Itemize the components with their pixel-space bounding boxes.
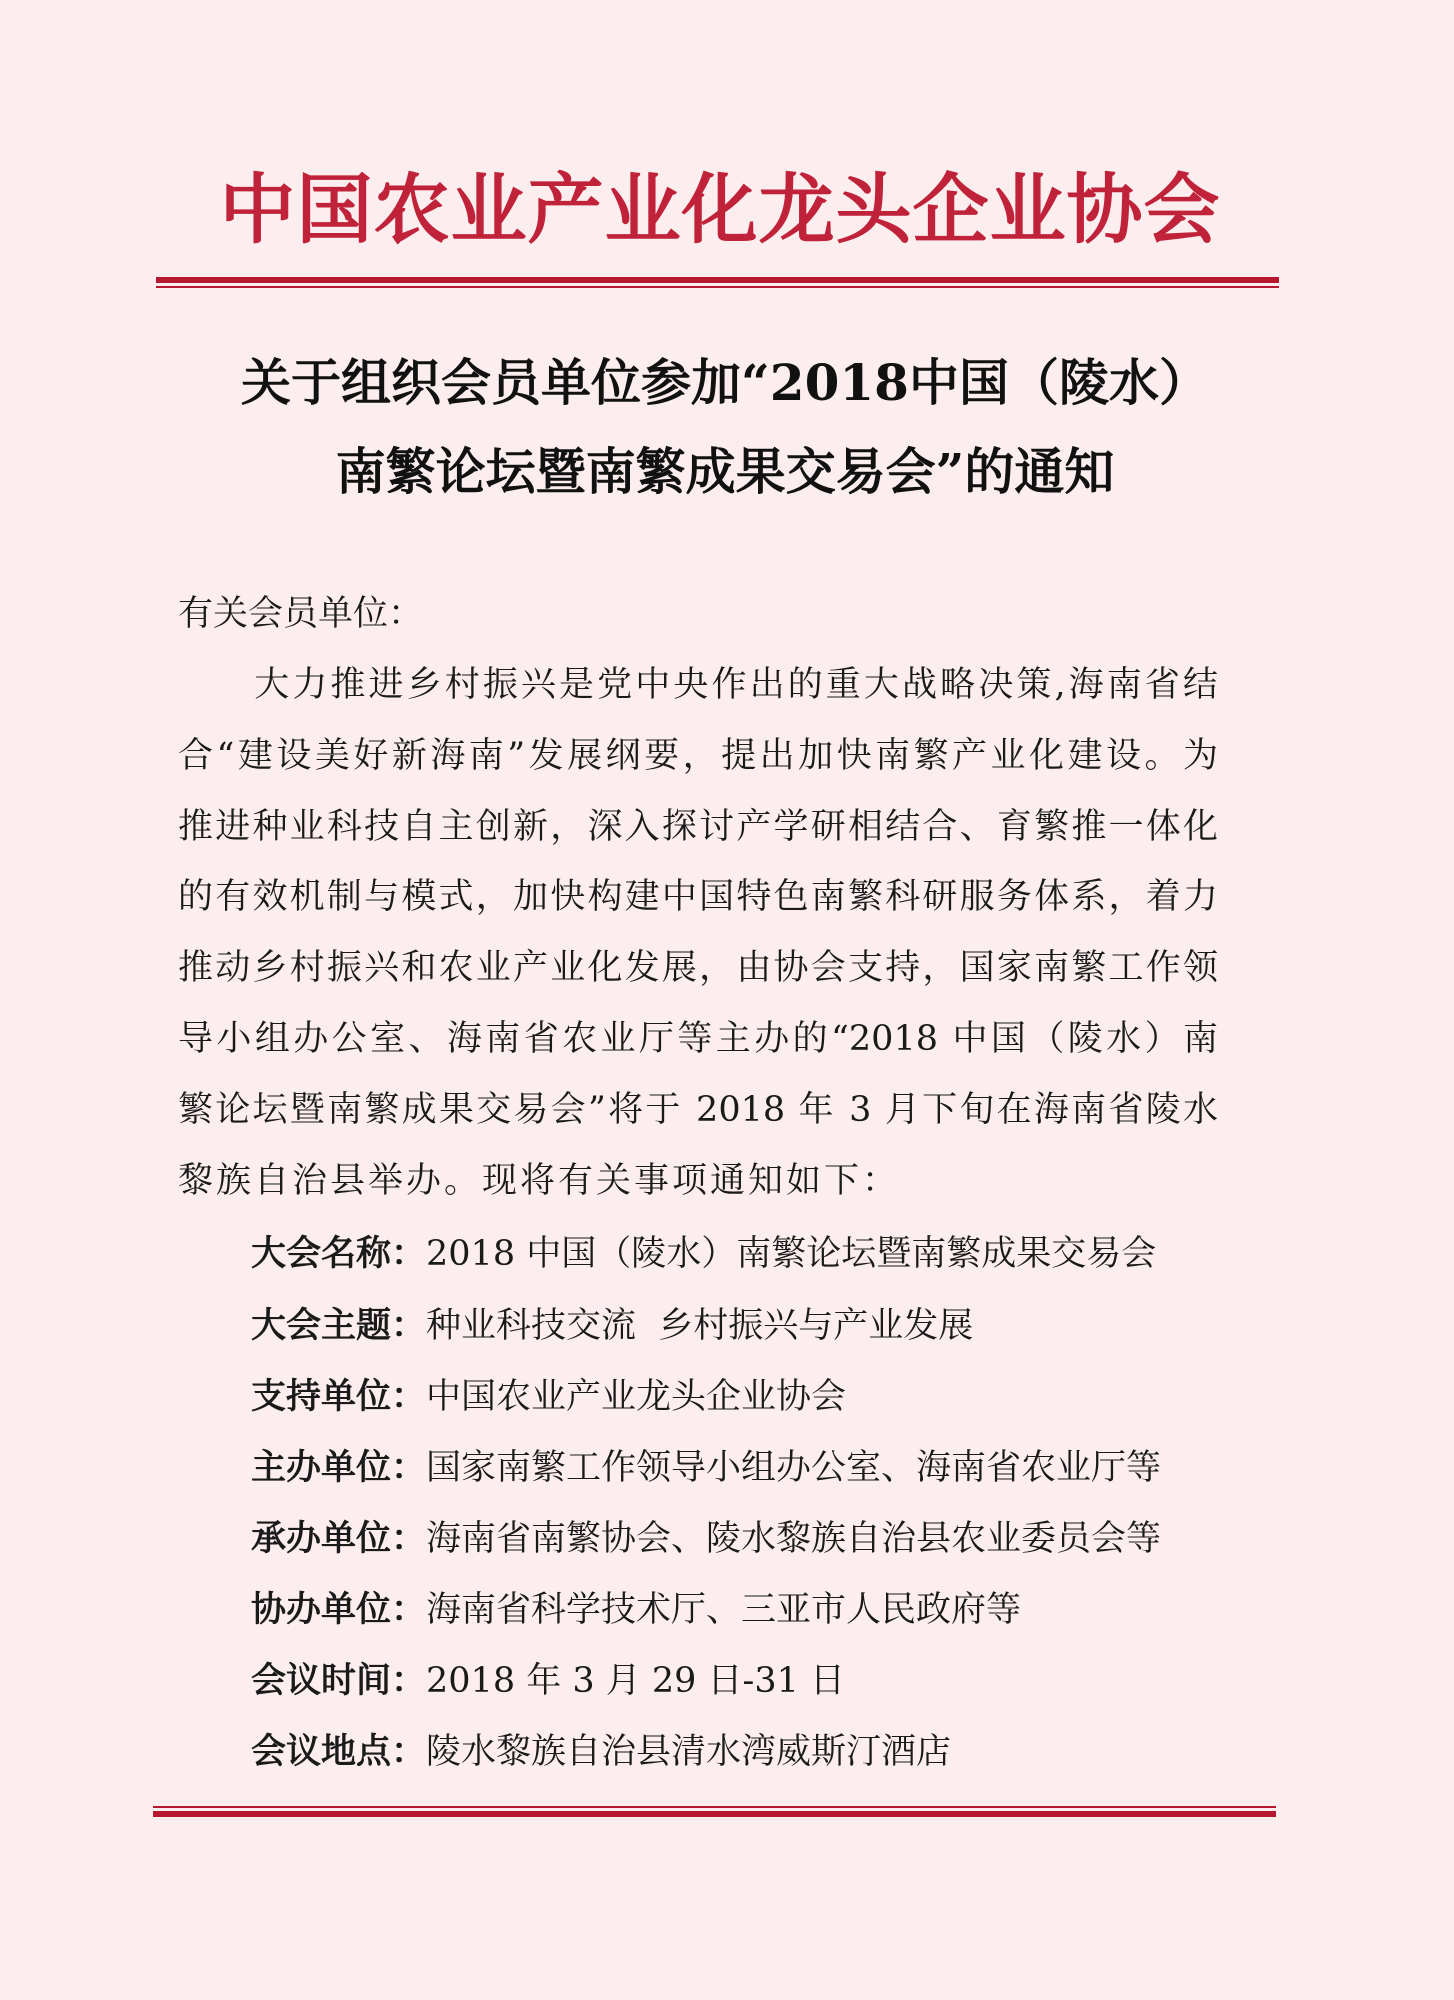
- paragraph-line: 黎族自治县举办。现将有关事项通知如下：: [178, 1161, 901, 1201]
- detail-value: 国家南繁工作领导小组办公室、海南省农业厅等: [426, 1448, 1162, 1488]
- salutation: 有关会员单位：: [178, 594, 424, 634]
- detail-label: 支持单位：: [251, 1376, 427, 1417]
- detail-value: 2018 中国（陵水）南繁论坛暨南繁成果交易会: [426, 1234, 1157, 1274]
- header-divider: [156, 277, 1279, 288]
- notice-title-line-1: 关于组织会员单位参加“2018中国（陵水）: [241, 353, 1209, 412]
- footer-divider: [153, 1806, 1276, 1817]
- detail-value: 2018 年 3 月 29 日-31 日: [426, 1661, 846, 1701]
- detail-value: 海南省科学技术厅、三亚市人民政府等: [426, 1590, 1022, 1630]
- detail-value: 种业科技交流 乡村振兴与产业发展: [426, 1306, 974, 1346]
- detail-label: 主办单位：: [251, 1447, 427, 1488]
- paragraph-line: 推动乡村振兴和农业产业化发展，由协会支持，国家南繁工作领: [178, 948, 1218, 988]
- detail-item-theme: [251, 1304, 973, 1348]
- detail-item-venue: [251, 1730, 951, 1774]
- detail-item-time: [251, 1659, 845, 1703]
- detail-label: 会议地点：: [251, 1731, 427, 1772]
- detail-label: 大会名称：: [251, 1233, 427, 1274]
- detail-label: 大会主题：: [251, 1305, 427, 1346]
- detail-label: 会议时间：: [251, 1660, 427, 1701]
- detail-value: 海南省南繁协会、陵水黎族自治县农业委员会等: [426, 1519, 1162, 1559]
- detail-label: 承办单位：: [251, 1518, 427, 1559]
- detail-value: 陵水黎族自治县清水湾威斯汀酒店: [426, 1732, 952, 1772]
- paragraph-line: 大力推进乡村振兴是党中央作出的重大战略决策,海南省结: [178, 665, 1218, 705]
- detail-value: 中国农业产业龙头企业协会: [426, 1377, 847, 1417]
- detail-item-host: [251, 1446, 1161, 1490]
- paragraph-line: 繁论坛暨南繁成果交易会”将于 2018 年 3 月下旬在海南省陵水: [178, 1090, 1218, 1130]
- detail-item-name: [251, 1232, 1156, 1276]
- paragraph-line: 导小组办公室、海南省农业厅等主办的“2018 中国（陵水）南: [178, 1019, 1218, 1059]
- paragraph-line: 的有效机制与模式，加快构建中国特色南繁科研服务体系，着力: [178, 877, 1218, 917]
- organization-header: 中国农业产业化龙头企业协会: [219, 165, 1221, 254]
- detail-item-supporter: [251, 1375, 846, 1419]
- detail-item-co-organizer: [251, 1588, 1021, 1632]
- detail-label: 协办单位：: [251, 1589, 427, 1630]
- notice-title-line-2: 南繁论坛暨南繁成果交易会”的通知: [335, 442, 1115, 501]
- paragraph-line: 合“建设美好新海南”发展纲要，提出加快南繁产业化建设。为: [178, 736, 1218, 776]
- paragraph-line: 推进种业科技自主创新，深入探讨产学研相结合、育繁推一体化: [178, 807, 1218, 847]
- detail-item-organizer: [251, 1517, 1161, 1561]
